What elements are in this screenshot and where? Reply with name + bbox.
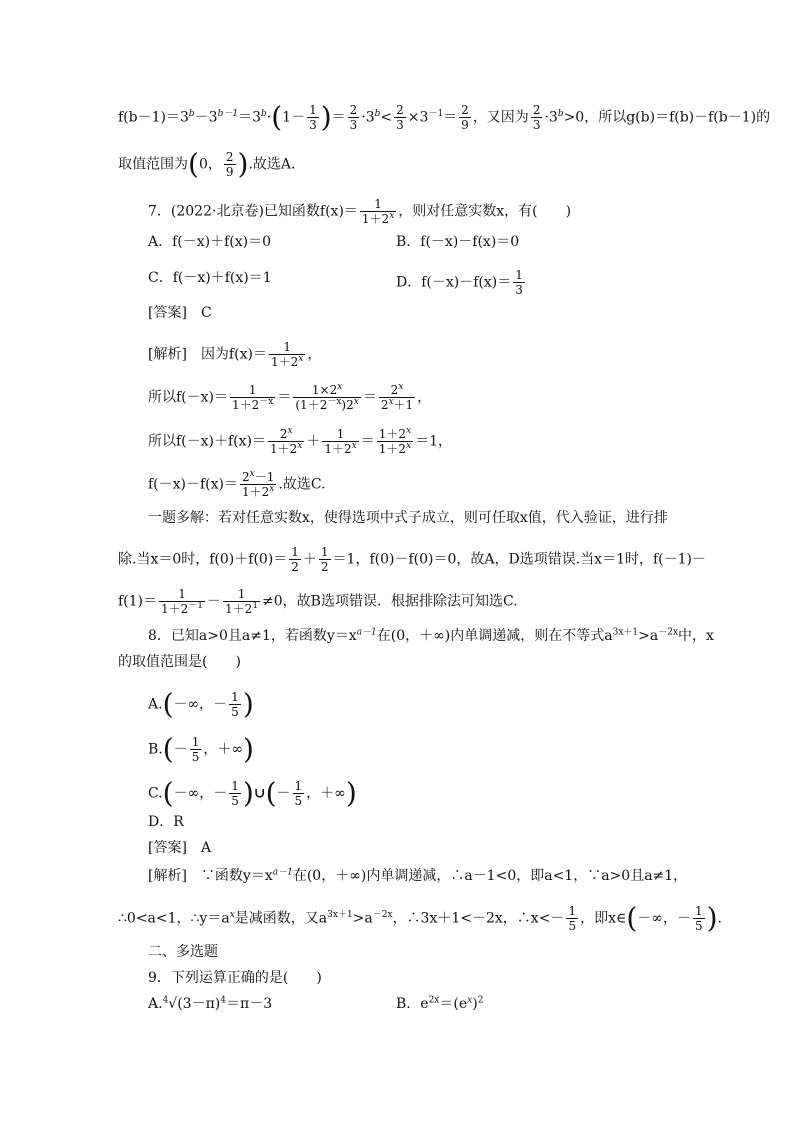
q8-analysis-2: ∴0<a<1，$\therefore y=a^x$是减函数，又$a^{3x+1}>a^{-2x}$，∴3x＋1<－2x，∴x<－ $\frac{1}{5}$ ，即x∈(－∞，－ $\frac{1}{5}$ ). — [118, 901, 722, 935]
q7-option-d: D．f(－x)－f(x)＝ $\frac{1}{3}$ — [396, 268, 523, 297]
q9-option-b: B．$e^{2x}=(e^x)^2$ — [396, 995, 484, 1012]
q8-stem-1: 8．已知a>0且a≠1，若函数$y=x^{a-1}$在(0，＋∞)内单调递减，则在不等式$a^{3x+1}>a^{-2x}$中，x — [148, 627, 714, 644]
q8-option-a: A.(－∞，－ $\frac{1}{5}$ ) — [148, 687, 254, 721]
q7-analysis-1: [解析] 因为f(x)＝ $\frac{1}{1+2^x}$ ， — [148, 340, 322, 369]
q7-option-a: A．f(－x)＋f(x)＝0 — [148, 234, 272, 250]
q7-answer: [答案] C — [148, 305, 212, 321]
q7-multi-3: f(1)＝ $\frac{1}{1+2^{-1}}$ － $\frac{1}{1+2^1}$ ≠0，故B选项错误．根据排除法可知选C. — [118, 587, 518, 616]
q9-option-a: $A.^4√(3-\pi)^4=\pi-3$ — [148, 995, 273, 1012]
q6-line1: $f(b-1)=3^b-3^{b-1}=3^b\cdot(1-$ $\frac{1}{3}$ )＝ $\frac{2}{3}$ $\cdot 3^b<$ $\frac{2}{3}$ $\times 3^{-1}=$ $\frac{2}{9}$ ，又因为 $\frac{2}{3}$ $\cdot 3^b>0$，所以g(b)＝f(b)－f(b－1)的 — [118, 100, 771, 134]
q6-line2: 取值范围为(0， $\frac{2}{9}$ ).故选A. — [118, 147, 296, 181]
q7-multi-2: 除.当x＝0时，f(0)＋f(0)＝ $\frac{1}{2}$ ＋ $\frac{1}{2}$ ＝1，f(0)－f(0)＝0，故A，D选项错误.当x＝1时，f(－1)－ — [118, 545, 707, 574]
q8-analysis-1: [解析] ∵函数$y=x^{a-1}$在(0，＋∞)内单调递减，∴a－1<0，即a<1，∵a>0且a≠1， — [148, 867, 688, 884]
q7-analysis-2: 所以f(－x)＝ $\frac{1}{1+2^{-x}}$ ＝ $\frac{1\times 2^x}{(1+2^{-x})2^x}$ ＝ $\frac{2^x}{2^x+1}$ ， — [148, 382, 432, 412]
q8-option-d: D．R — [148, 814, 184, 830]
q7-analysis-3: 所以f(－x)＋f(x)＝ $\frac{2^x}{1+2^x}$ ＋ $\frac{1}{1+2^x}$ ＝ $\frac{1+2^x}{1+2^x}$ ＝1， — [148, 426, 453, 456]
q9-stem: 9．下列运算正确的是( ) — [148, 970, 322, 986]
q8-answer: [答案] A — [148, 840, 212, 856]
q8-option-b: B.(－ $\frac{1}{5}$ ，＋∞) — [148, 732, 254, 766]
q8-stem-2: 的取值范围是( ) — [118, 654, 241, 670]
q7-option-b: B．f(－x)－f(x)＝0 — [396, 234, 520, 250]
q7-analysis-4: f(－x)－f(x)＝ $\frac{2^x-1}{1+2^x}$ .故选C. — [148, 469, 326, 499]
q8-option-c: C.(－∞，－ $\frac{1}{5}$ )∪(－ $\frac{1}{5}$ ，＋∞) — [148, 776, 357, 810]
q7-multi-1: 一题多解：若对任意实数x，使得选项中式子成立，则可任取x值，代入验证，进行排 — [148, 510, 668, 526]
q7-stem: 7．(2022·北京卷)已知函数f(x)＝ $\frac{1}{1+2^x}$ ，则对任意实数x，有( ) — [148, 197, 572, 226]
section-heading: 二、多选题 — [148, 944, 218, 960]
q7-option-c: C．f(－x)＋f(x)＝1 — [148, 270, 272, 286]
